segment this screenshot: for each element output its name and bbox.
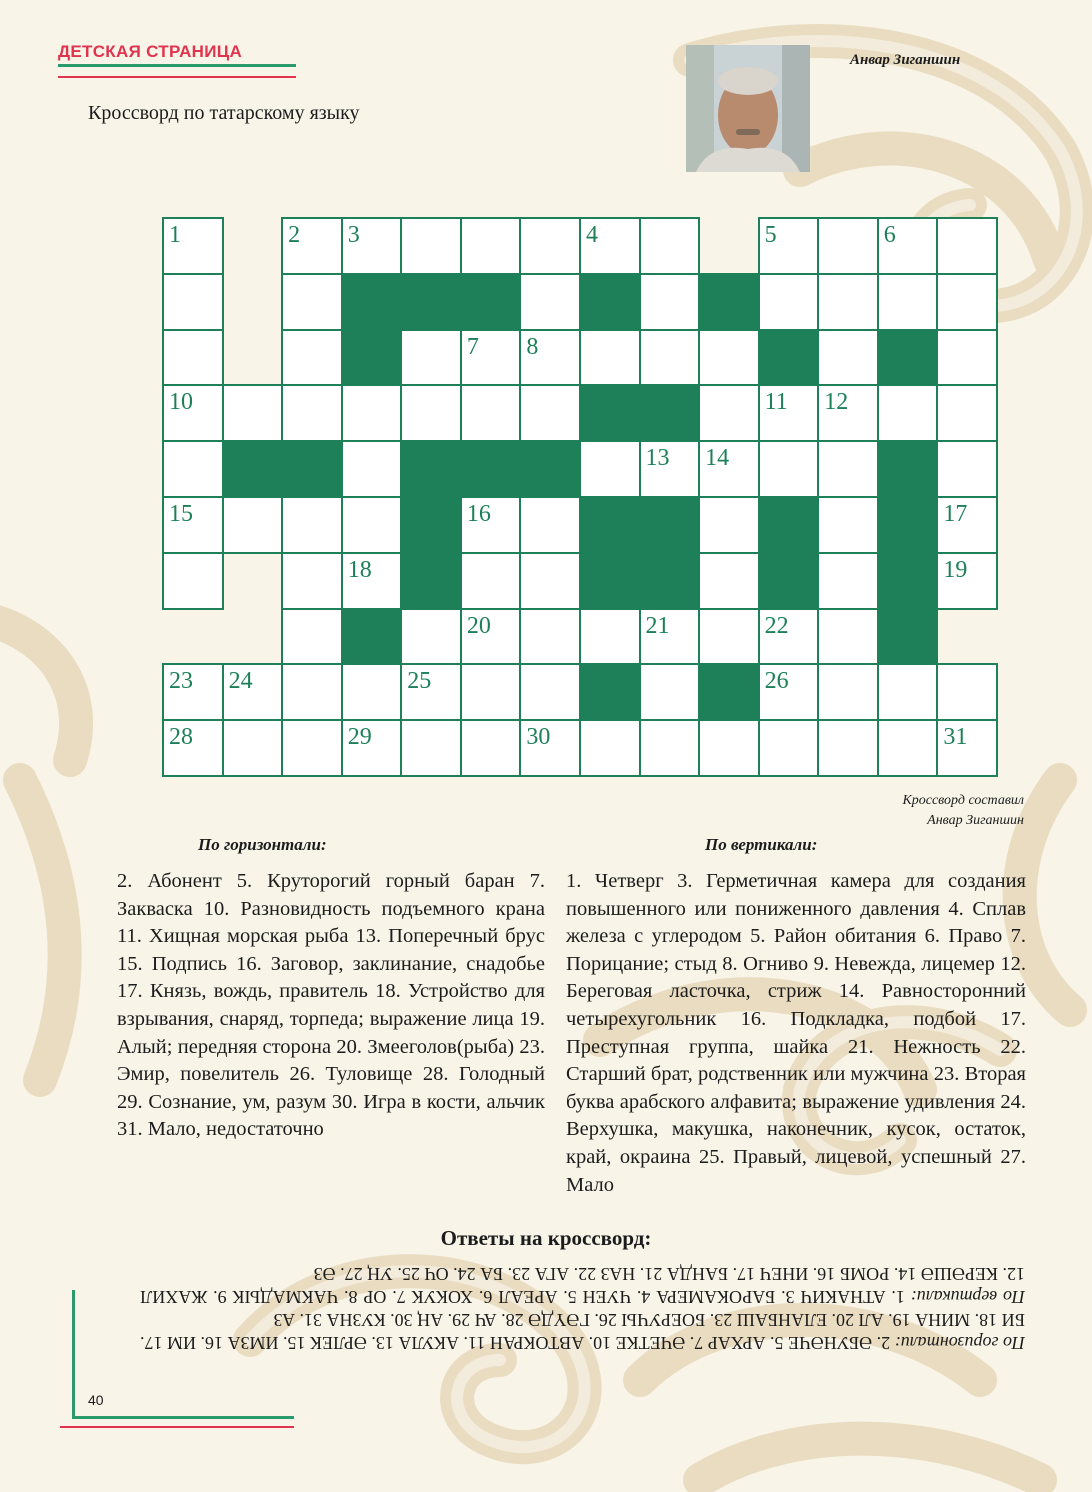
grid-block bbox=[640, 497, 700, 553]
grid-cell[interactable] bbox=[699, 385, 759, 441]
grid-block bbox=[878, 553, 938, 609]
clue-number: 5 bbox=[764, 222, 777, 248]
grid-cell[interactable] bbox=[342, 218, 402, 274]
grid-cell[interactable] bbox=[282, 385, 342, 441]
grid-block bbox=[342, 274, 402, 330]
grid-cell[interactable] bbox=[342, 553, 402, 609]
grid-cell[interactable] bbox=[580, 720, 640, 776]
grid-cell[interactable] bbox=[461, 609, 521, 665]
grid-cell[interactable] bbox=[759, 441, 819, 497]
grid-empty bbox=[223, 274, 283, 330]
grid-row bbox=[163, 720, 997, 776]
grid-block bbox=[223, 441, 283, 497]
clue-number: 30 bbox=[526, 724, 551, 751]
grid-cell[interactable] bbox=[282, 664, 342, 720]
clue-number: 24 bbox=[228, 668, 253, 695]
clue-number: 18 bbox=[347, 556, 372, 583]
clue-number: 31 bbox=[943, 724, 968, 751]
grid-cell[interactable] bbox=[461, 330, 521, 386]
grid-cell[interactable] bbox=[759, 218, 819, 274]
grid-block bbox=[461, 274, 521, 330]
grid-row bbox=[163, 553, 997, 609]
grid-cell[interactable] bbox=[163, 441, 223, 497]
grid-cell[interactable] bbox=[461, 497, 521, 553]
grid-block bbox=[580, 274, 640, 330]
grid-cell[interactable] bbox=[163, 330, 223, 386]
grid-cell[interactable] bbox=[878, 720, 938, 776]
grid-block bbox=[878, 497, 938, 553]
grid-cell[interactable] bbox=[937, 497, 997, 553]
grid-cell[interactable] bbox=[520, 553, 580, 609]
grid-cell[interactable] bbox=[163, 720, 223, 776]
grid-block bbox=[401, 553, 461, 609]
grid-cell[interactable] bbox=[520, 218, 580, 274]
grid-cell[interactable] bbox=[699, 330, 759, 386]
grid-cell[interactable] bbox=[640, 441, 700, 497]
crossword-grid bbox=[162, 217, 998, 777]
answers-down-label: По вертикали: bbox=[910, 1287, 1025, 1307]
grid-cell[interactable] bbox=[282, 497, 342, 553]
grid-block bbox=[640, 385, 700, 441]
grid-cell[interactable] bbox=[640, 218, 700, 274]
grid-cell[interactable] bbox=[401, 664, 461, 720]
grid-cell[interactable] bbox=[878, 274, 938, 330]
across-heading: По горизонтали: bbox=[198, 835, 327, 854]
grid-cell[interactable] bbox=[520, 274, 580, 330]
grid-row bbox=[163, 330, 997, 386]
grid-cell[interactable] bbox=[163, 274, 223, 330]
grid-block bbox=[878, 609, 938, 665]
clue-number: 6 bbox=[883, 222, 896, 248]
grid-cell[interactable] bbox=[401, 218, 461, 274]
grid-cell[interactable] bbox=[282, 330, 342, 386]
section-title: ДЕТСКАЯ СТРАНИЦА bbox=[58, 42, 243, 61]
grid-cell[interactable] bbox=[401, 609, 461, 665]
grid-cell[interactable] bbox=[461, 553, 521, 609]
credit-line-2: Анвар Зиганшин bbox=[927, 813, 1024, 828]
across-clues: 2. Абонент 5. Круторогий горный баран 7. Закваска 10. Разновидность подъемного крана 11. Хищная морская рыба 13. Поперечный брус 15. Подпись 16. Заговор, заклинание, снадобье 17. Князь, вождь, правитель 18. Устройство для взрывания, снаряд, торпеда; выражение лица 19. Алый; передняя сторона 20. Змееголов(рыба) 23. Эмир, повелитель 26. Туловище 28. Голодный 29. Сознание, ум, разум 30. Игра в кости, альчик 31. Мало, недостаточно bbox=[117, 870, 545, 1141]
clue-number: 26 bbox=[764, 668, 789, 695]
grid-cell[interactable] bbox=[699, 720, 759, 776]
grid-block bbox=[759, 497, 819, 553]
grid-cell[interactable] bbox=[461, 664, 521, 720]
grid-cell[interactable] bbox=[580, 218, 640, 274]
clue-number: 14 bbox=[705, 445, 730, 472]
grid-block bbox=[699, 664, 759, 720]
grid-cell[interactable] bbox=[878, 385, 938, 441]
grid-block bbox=[878, 441, 938, 497]
answers-title: Ответы на кроссворд: bbox=[440, 1226, 652, 1250]
grid-block bbox=[640, 553, 700, 609]
grid-cell[interactable] bbox=[937, 664, 997, 720]
grid-cell[interactable] bbox=[699, 553, 759, 609]
grid-cell[interactable] bbox=[223, 385, 283, 441]
clue-number: 28 bbox=[169, 724, 193, 751]
answers-across bbox=[140, 1308, 1025, 1354]
clue-number: 12 bbox=[824, 389, 849, 416]
grid-row bbox=[163, 664, 997, 720]
header-rule-red bbox=[58, 76, 296, 78]
grid-cell[interactable] bbox=[282, 609, 342, 665]
grid-row bbox=[163, 441, 997, 497]
grid-cell[interactable] bbox=[520, 609, 580, 665]
author-name: Анвар Зиганшин bbox=[850, 52, 961, 68]
grid-cell[interactable] bbox=[818, 609, 878, 665]
grid-cell[interactable] bbox=[699, 609, 759, 665]
grid-block bbox=[342, 330, 402, 386]
grid-cell[interactable] bbox=[520, 497, 580, 553]
grid-block bbox=[282, 441, 342, 497]
grid-block bbox=[878, 330, 938, 386]
grid-cell[interactable] bbox=[937, 274, 997, 330]
grid-block bbox=[759, 553, 819, 609]
grid-cell[interactable] bbox=[223, 664, 283, 720]
grid-block bbox=[580, 664, 640, 720]
grid-cell[interactable] bbox=[163, 553, 223, 609]
grid-cell[interactable] bbox=[818, 218, 878, 274]
grid-cell[interactable] bbox=[937, 720, 997, 776]
clue-number: 15 bbox=[169, 500, 193, 527]
grid-cell[interactable] bbox=[818, 385, 878, 441]
grid-cell[interactable] bbox=[640, 609, 700, 665]
clue-number: 23 bbox=[169, 668, 193, 695]
grid-empty bbox=[699, 218, 759, 274]
grid-cell[interactable] bbox=[759, 274, 819, 330]
grid-cell[interactable] bbox=[640, 330, 700, 386]
grid-block bbox=[580, 385, 640, 441]
grid-cell[interactable] bbox=[520, 664, 580, 720]
grid-cell[interactable] bbox=[818, 553, 878, 609]
grid-cell[interactable] bbox=[282, 553, 342, 609]
grid-cell[interactable] bbox=[580, 330, 640, 386]
clue-number: 29 bbox=[347, 724, 372, 751]
grid-block bbox=[401, 497, 461, 553]
grid-cell[interactable] bbox=[163, 385, 223, 441]
page-number: 40 bbox=[88, 1392, 104, 1408]
grid-cell[interactable] bbox=[461, 385, 521, 441]
grid-cell[interactable] bbox=[580, 609, 640, 665]
clue-number: 3 bbox=[347, 222, 360, 248]
grid-cell[interactable] bbox=[818, 274, 878, 330]
footer-rule-horizontal bbox=[72, 1416, 294, 1419]
grid-cell[interactable] bbox=[818, 720, 878, 776]
footer-rule-vertical bbox=[72, 1290, 75, 1418]
clue-number: 10 bbox=[169, 389, 193, 416]
header-rule-green bbox=[58, 64, 296, 67]
grid-cell[interactable] bbox=[461, 218, 521, 274]
grid-cell[interactable] bbox=[699, 441, 759, 497]
grid-block bbox=[580, 497, 640, 553]
grid-cell[interactable] bbox=[818, 441, 878, 497]
grid-cell[interactable] bbox=[342, 385, 402, 441]
grid-cell[interactable] bbox=[878, 664, 938, 720]
grid-cell[interactable] bbox=[818, 664, 878, 720]
grid-block bbox=[401, 441, 461, 497]
grid-cell[interactable] bbox=[937, 553, 997, 609]
grid-cell[interactable] bbox=[818, 330, 878, 386]
crossword-credit bbox=[902, 791, 1024, 831]
grid-cell[interactable] bbox=[342, 441, 402, 497]
clue-number: 2 bbox=[288, 222, 301, 248]
grid-block bbox=[759, 330, 819, 386]
answers-across-label: По горизонтали: bbox=[894, 1333, 1025, 1353]
credit-line-1: Кроссворд составил bbox=[902, 793, 1024, 808]
grid-empty bbox=[223, 553, 283, 609]
grid-cell[interactable] bbox=[937, 441, 997, 497]
grid-empty bbox=[223, 218, 283, 274]
grid-block bbox=[342, 609, 402, 665]
clue-number: 8 bbox=[526, 333, 539, 360]
grid-block bbox=[580, 553, 640, 609]
answers-upside-down bbox=[140, 1262, 1025, 1354]
grid-cell[interactable] bbox=[699, 497, 759, 553]
grid-cell[interactable] bbox=[640, 664, 700, 720]
down-clues: 1. Четверг 3. Герметичная камера для создания повышенного или пониженного давления 4. Сплав железа с углеродом 5. Район обитания 6. Право 7. Порицание; стыд 8. Огниво 9. Невежда, лицемер 12. Береговая ласточка, стриж 14. Равносторонний четырехугольник 16. Подкладка, подбой 17. Преступная группа, шайка 21. Нежность 22. Старший брат, родственник или мужчина 23. Вторая буква арабского алфавита; выражение удивления 24. Верхушка, макушка, наконечник, кусок, остаток, край, окраина 25. Правый, лицевой, успешный 27. Мало bbox=[566, 870, 1026, 1196]
clue-number: 16 bbox=[466, 500, 491, 527]
grid-empty bbox=[163, 609, 223, 665]
grid-row bbox=[163, 274, 997, 330]
grid-block bbox=[699, 274, 759, 330]
answers-down-text: 1. АТНАКИЧ 3. БАРОКАМЕРА 4. ЧУЕН 5. АРЕАЛ 6. ХОКУК 7. ОР 8. ЧАКМАДЫК 9. ЖАХИЛ 12. КЕРӘШӘ 14. РОМБ 16. ИНЕЧ 17. БАНДА 21. НАЗ 22. АГА 23. БА 24. ОЧ 25. УҢ 27. ӘЗ bbox=[139, 1264, 1025, 1307]
grid-row bbox=[163, 218, 997, 274]
grid-cell[interactable] bbox=[223, 720, 283, 776]
grid-cell[interactable] bbox=[937, 330, 997, 386]
grid-block bbox=[461, 441, 521, 497]
grid-cell[interactable] bbox=[640, 720, 700, 776]
clue-number: 19 bbox=[943, 556, 968, 583]
grid-cell[interactable] bbox=[401, 385, 461, 441]
grid-row bbox=[163, 385, 997, 441]
grid-cell[interactable] bbox=[223, 497, 283, 553]
clue-number: 4 bbox=[585, 222, 598, 248]
grid-cell[interactable] bbox=[640, 274, 700, 330]
grid-cell[interactable] bbox=[342, 664, 402, 720]
clue-number: 13 bbox=[645, 445, 670, 472]
grid-empty bbox=[223, 330, 283, 386]
grid-cell[interactable] bbox=[818, 497, 878, 553]
grid-cell[interactable] bbox=[759, 609, 819, 665]
clue-number: 11 bbox=[764, 389, 788, 416]
down-heading: По вертикали: bbox=[705, 835, 818, 854]
grid-cell[interactable] bbox=[520, 720, 580, 776]
grid-row bbox=[163, 497, 997, 553]
grid-cell[interactable] bbox=[878, 218, 938, 274]
grid-block bbox=[401, 274, 461, 330]
grid-row bbox=[163, 609, 997, 665]
grid-cell[interactable] bbox=[580, 441, 640, 497]
grid-cell[interactable] bbox=[401, 720, 461, 776]
grid-cell[interactable] bbox=[759, 385, 819, 441]
grid-cell[interactable] bbox=[163, 664, 223, 720]
grid-block bbox=[520, 441, 580, 497]
grid-cell[interactable] bbox=[520, 385, 580, 441]
clue-number: 25 bbox=[407, 668, 432, 695]
grid-cell[interactable] bbox=[163, 218, 223, 274]
grid-cell[interactable] bbox=[401, 330, 461, 386]
clue-number: 21 bbox=[645, 612, 670, 639]
grid-empty bbox=[937, 609, 997, 665]
grid-cell[interactable] bbox=[759, 720, 819, 776]
clue-number: 17 bbox=[943, 500, 968, 527]
clue-number: 20 bbox=[466, 612, 491, 639]
grid-empty bbox=[223, 609, 283, 665]
page-subtitle: Кроссворд по татарскому языку bbox=[88, 102, 360, 124]
grid-cell[interactable] bbox=[937, 385, 997, 441]
grid-cell[interactable] bbox=[461, 720, 521, 776]
grid-cell[interactable] bbox=[342, 720, 402, 776]
clue-number: 22 bbox=[764, 612, 789, 639]
grid-cell[interactable] bbox=[520, 330, 580, 386]
grid-cell[interactable] bbox=[282, 274, 342, 330]
footer-rule-red bbox=[60, 1426, 294, 1428]
grid-cell[interactable] bbox=[282, 720, 342, 776]
grid-cell[interactable] bbox=[163, 497, 223, 553]
grid-cell[interactable] bbox=[937, 218, 997, 274]
answers-across-text: 2. ӘБУНӘЧЕ 5. АРХАР 7. ӘЧЕТКЕ 10. АВТОКРАН 11. АКУЛА 13. ӘРЛЕК 15. ИМЗА 16. ИМ 17. БИ 18. МИНА 19. АЛ 20. ЕЛАНБАШ 23. БОЕРУЧЫ 26. ГӘҮДӘ 28. АЧ 29. АҢ 30. КУЗНА 31. АЗ bbox=[139, 1310, 1025, 1353]
clue-number: 7 bbox=[466, 333, 479, 360]
grid-cell[interactable] bbox=[282, 218, 342, 274]
grid-cell[interactable] bbox=[342, 497, 402, 553]
grid-cell[interactable] bbox=[759, 664, 819, 720]
author-photo bbox=[686, 45, 810, 172]
clue-number: 1 bbox=[169, 222, 181, 248]
answers-down bbox=[140, 1262, 1025, 1308]
